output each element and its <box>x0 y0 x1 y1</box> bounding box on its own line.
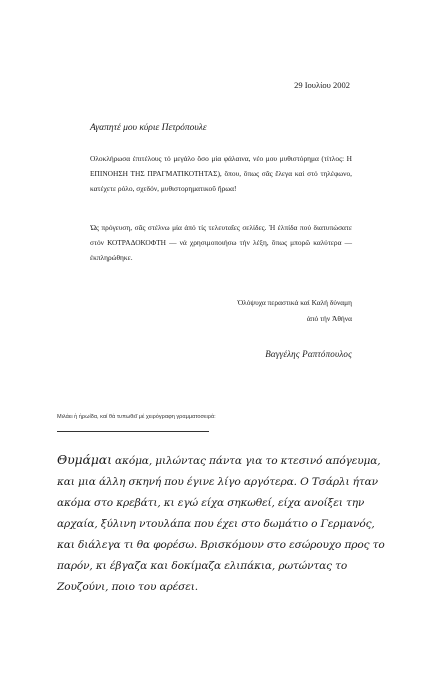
salutation: Αγαπητέ μου κύριε Πετρόπουλε <box>90 123 207 133</box>
closing-line-2: ἀπό τήν Ἀθήνα <box>306 314 352 323</box>
handwritten-first-word: Θυμάμαι <box>57 452 112 467</box>
handwritten-passage <box>57 449 389 598</box>
handwritten-text: ακόμα, μιλώντας πάντα για το κτεσινό απόγευμα, και μια άλλη σκηνή που έγινε λίγο αργότερα. Ο Τσάρλι ήταν ακόμα στο κρεβάτι, κι εγώ είχα σηκωθεί, είχα ανοίξει την αρχαία, ξύλινη ντουλάπα που έχει στο δωμάτιο ο Γερμανός, και διάλεγα τι θα φορέσω. Βρισκόμουν στο εσώρουχο προς το παρόν, κι έβγαζα και δοκίμαζα ελιπάκια, ρωτώντας το Ζουζούνι, ποιο του αρέσει. <box>57 455 385 593</box>
paragraph-1: Ολοκλήρωσα ἐπιτέλους τό μεγάλο ὅσο μία φάλαινα, νέο μου μυθιστόρημα (τίτλος: Η ΕΠΙΝΟΗΣΗ ΤΗΣ ΠΡΑΓΜΑΤΙΚΟΤΗΤΑΣ), ὅπου, ὅπως σᾶς ἔλεγα καί στό τηλέφωνο, κατέχετε ρόλο, σχεδόν, μυθιστορηματικοῦ ἥρωα! <box>90 154 352 193</box>
signature: Βαγγέλης Ραπτόπουλος <box>265 349 352 359</box>
separator-rule <box>57 431 209 432</box>
closing-line-1: Ὁλόψυχα περαστικά καί Καλή δύναμη <box>237 298 352 307</box>
letter-date: 29 Ιουλίου 2002 <box>294 80 350 90</box>
closing <box>152 295 352 327</box>
paragraph-2: Ὡς πρόγευση, σᾶς στέλνω μία ἀπό τίς τελευταῖες σελίδες. Ἡ ἐλπίδα πού διατυπώσατε στόν ΚΟΤΡΑΔΟΚΟΦΤΗ — νά χρησιμοποιήσω τήν λέξη, ὅπως μπορῶ καλύτερα — ἐκπληρώθηκε. <box>90 223 352 262</box>
footnote-text: Μιλάει ἡ ἡρωίδα, καί θά τυπωθεῖ μέ χειρόγραφη γραμματοσειρά: <box>57 414 216 420</box>
